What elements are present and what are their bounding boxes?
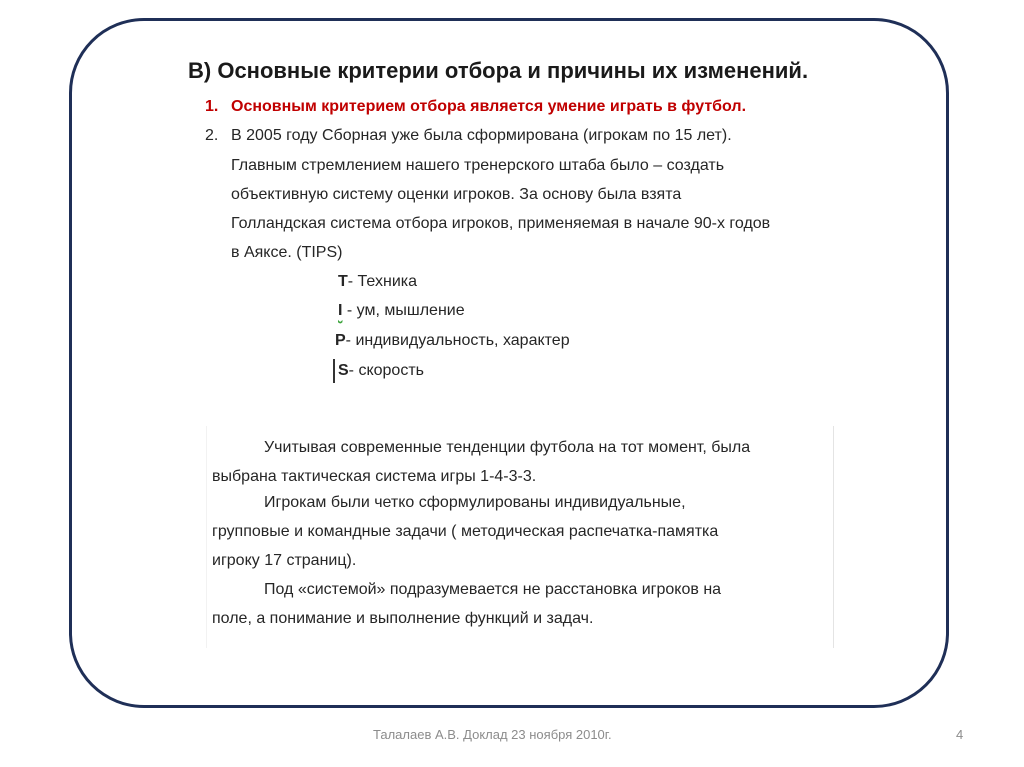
tips-p-letter: P: [335, 332, 346, 349]
text-cursor: [333, 359, 335, 383]
tips-p: [335, 332, 570, 350]
tips-s-text: - скорость: [348, 362, 424, 379]
list-item-2-number: 2.: [205, 127, 219, 144]
tips-i-text: - ум, мышление: [342, 302, 465, 319]
tips-p-text: - индивидуальность, характер: [345, 332, 570, 349]
paragraph-1-line-2: выбрана тактическая система игры 1-4-3-3.: [212, 468, 537, 485]
page-number: 4: [956, 727, 964, 742]
paragraph-2-line-1: Игрокам были четко сформулированы индивидуальные,: [264, 494, 686, 511]
paragraph-2-line-3: игроку 17 страниц).: [212, 552, 357, 569]
list-item-1: [205, 98, 746, 116]
footer-text: Талалаев А.В. Доклад 23 ноября 2010г.: [373, 727, 612, 742]
tips-i: [338, 302, 465, 320]
tips-t-letter: T: [338, 273, 348, 290]
paragraph-2-line-2: групповые и командные задачи ( методическая распечатка-памятка: [212, 523, 719, 540]
tips-t: [338, 273, 417, 291]
paragraph-1-line-1: Учитывая современные тенденции футбола на тот момент, была: [264, 439, 751, 456]
paragraph-3-line-2: поле, а понимание и выполнение функций и задач.: [212, 610, 594, 627]
list-item-2: [205, 127, 732, 145]
list-item-2-line-4: Голландская система отбора игроков, применяемая в начале 90-х годов: [231, 215, 771, 232]
slide-title: В) Основные критерии отбора и причины их изменений.: [188, 58, 809, 83]
tips-s: [338, 362, 424, 380]
tips-s-letter: S: [338, 362, 349, 379]
list-item-1-text: Основным критерием отбора является умение играть в футбол.: [231, 98, 747, 115]
paragraph-3-line-1: Под «системой» подразумевается не расстановка игроков на: [264, 581, 722, 598]
tips-i-letter: I: [338, 302, 343, 319]
list-item-2-line-3: объективную систему оценки игроков. За основу была взята: [231, 186, 682, 203]
list-item-2-line-5: в Аяксе. (TIPS): [231, 244, 343, 261]
list-item-2-line-1: В 2005 году Сборная уже была сформирована (игрокам по 15 лет).: [231, 127, 732, 144]
tips-t-text: - Техника: [347, 273, 417, 290]
list-item-2-line-2: Главным стремлением нашего тренерского штаба было – создать: [231, 157, 725, 174]
list-item-1-number: 1.: [205, 98, 219, 115]
